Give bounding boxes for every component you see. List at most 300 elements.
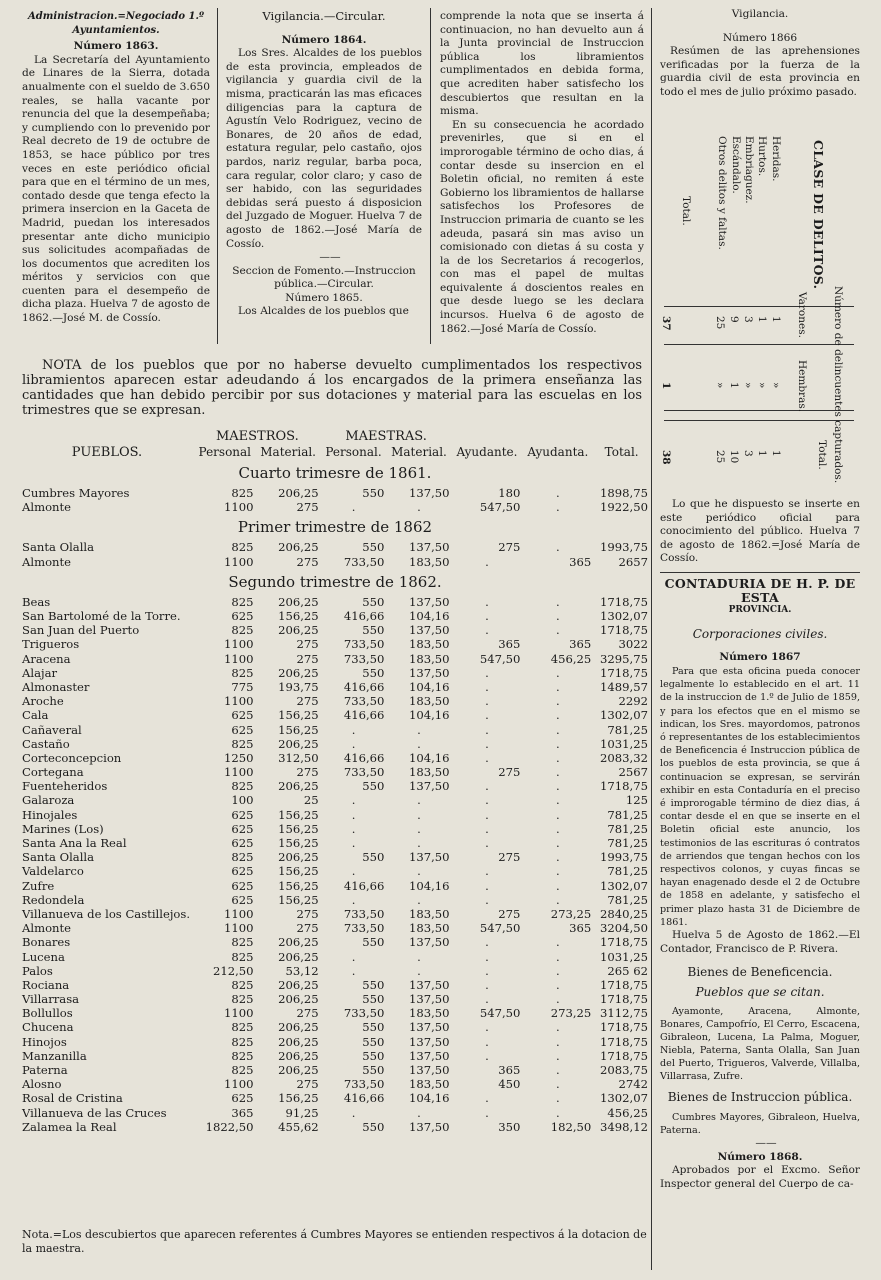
col-header: Ayudante. — [456, 445, 518, 459]
amount-cell: 416,66 — [343, 878, 385, 893]
amount-cell: 781,25 — [607, 821, 648, 836]
amount-cell: 206,25 — [278, 949, 319, 964]
amount-cell: 781,25 — [607, 722, 648, 737]
amount-cell: . — [485, 722, 489, 737]
pueblo-name: San Bartolomé de la Torre. — [22, 609, 181, 624]
section-title: Primer trimestre de 1862 — [237, 518, 433, 537]
amount-cell: 550 — [362, 935, 385, 950]
nota-heading — [22, 358, 642, 418]
table-row — [20, 879, 650, 893]
amount-cell: 1822,50 — [205, 1119, 254, 1134]
amount-cell: . — [556, 864, 560, 879]
article-number: Número 1863. — [73, 40, 159, 53]
amount-cell: 206,25 — [278, 1063, 319, 1078]
amount-cell: 137,50 — [408, 850, 450, 865]
amount-cell: 125 — [625, 793, 648, 808]
amount-cell: 275 — [296, 1077, 319, 1092]
amount-cell: 825 — [231, 1048, 254, 1063]
table-row — [20, 555, 650, 569]
amount-cell: 625 — [231, 609, 254, 624]
amount-cell: 1100 — [224, 1006, 254, 1021]
amount-cell: 625 — [231, 864, 254, 879]
table-row — [20, 722, 650, 736]
amount-cell: 450 — [498, 1077, 521, 1092]
amount-cell: . — [556, 1105, 560, 1120]
amount-cell: 625 — [231, 1091, 254, 1106]
amount-cell: . — [556, 736, 560, 751]
table-row — [20, 652, 650, 666]
amount-cell: . — [485, 821, 489, 836]
section-title: Segundo trimestre de 1862. — [228, 572, 442, 591]
amount-cell: 275 — [296, 1006, 319, 1021]
amount-cell: 825 — [231, 1020, 254, 1035]
amount-cell: 1100 — [224, 637, 254, 652]
amount-cell: . — [556, 500, 560, 515]
amount-cell: 100 — [231, 793, 254, 808]
amount-cell: 1100 — [224, 765, 254, 780]
amount-cell: 825 — [231, 992, 254, 1007]
amount-cell: 3498,12 — [600, 1119, 648, 1134]
pueblo-name: Beas — [22, 594, 51, 609]
amount-cell: . — [417, 892, 421, 907]
amount-cell: 1302,07 — [600, 878, 648, 893]
amount-cell: 275 — [296, 765, 319, 780]
amount-cell: 1250 — [224, 750, 254, 765]
amount-cell: 1718,75 — [600, 992, 648, 1007]
amount-cell: 1100 — [224, 554, 254, 569]
pueblo-name: Corteconcepcion — [22, 750, 122, 765]
amount-cell: 365 — [498, 637, 521, 652]
amount-cell: . — [485, 736, 489, 751]
section-header-2: Seccion de Fomento.—Instruccion pública.—Circular. — [232, 264, 416, 291]
amount-cell: 1302,07 — [600, 708, 648, 723]
amount-cell: 550 — [362, 594, 385, 609]
amount-cell: 1718,75 — [600, 623, 648, 638]
amount-cell: . — [351, 500, 356, 515]
amount-cell: . — [556, 878, 560, 893]
amount-cell: . — [485, 1048, 489, 1063]
group-maestros: MAESTROS. — [215, 428, 299, 444]
amount-cell: . — [556, 1077, 560, 1092]
amount-cell: 275 — [296, 637, 319, 652]
instruccion-list: Cumbres Mayores, Gibraleon, Huelva, Paterna. — [660, 1111, 860, 1136]
summary-value: 1 — [728, 382, 740, 389]
table-row — [20, 1035, 650, 1049]
amount-cell: 733,50 — [343, 651, 385, 666]
table-row — [20, 793, 650, 807]
pueblo-name: Hinojos — [22, 1034, 67, 1049]
amount-cell: 825 — [231, 949, 254, 964]
amount-cell: 183,50 — [408, 554, 450, 569]
amount-cell: 156,25 — [278, 878, 319, 893]
table-row — [20, 921, 650, 935]
table-row — [20, 1020, 650, 1034]
amount-cell: 275 — [296, 651, 319, 666]
amount-cell: 550 — [362, 665, 385, 680]
article-text-3: Aprobados por el Excmo. Señor Inspector general del Cuerpo de ca- — [660, 1164, 860, 1190]
summary-value: 10 — [728, 450, 740, 464]
amount-cell: 1718,75 — [600, 594, 648, 609]
amount-cell: 206,25 — [278, 540, 319, 555]
amount-cell: 825 — [231, 736, 254, 751]
summary-value: 1 — [660, 382, 672, 390]
amount-cell: 365 — [569, 921, 592, 936]
amount-cell: . — [556, 949, 560, 964]
amount-cell: 456,25 — [607, 1105, 648, 1120]
amount-cell: 156,25 — [278, 821, 319, 836]
amount-cell: 625 — [231, 836, 254, 851]
amount-cell: 825 — [231, 935, 254, 950]
summary-value: » — [714, 382, 726, 389]
article-text-2: Para que esta oficina pueda conocer legalmente lo establecido en el art. 11 de la instruccion de 1.º de Julio de 1859, y para los efectos que en el mismo se indican, los Sres. mayordomos, patronos ó representantes de los establecimientos de Beneficencia é Instruccion pública de los pueblos de esta provincia, se que á continuacion se expresan, se servirán exhibir en esta Contaduría en el preciso é improrogable término de diez dias, á contar desde el en que se inserte en el Boletin oficial este anuncio, los testimonios de las escrituras ó contratos de arriendos que tengan hechos con los respectivos colonos, y cuyas fincas se hayan enagenado desde el 2 de Octubre de 1858 en adelante, y satisfecho el primer plazo hasta 31 de Diciembre de 1861. — [660, 665, 860, 928]
pueblo-name: Aroche — [22, 694, 64, 709]
pueblo-name: Almonte — [22, 921, 72, 936]
amount-cell: 781,25 — [607, 864, 648, 879]
summary-value: 1 — [756, 450, 768, 457]
amount-cell: 183,50 — [408, 1077, 450, 1092]
contaduria-section — [660, 498, 860, 1191]
amount-cell: 193,75 — [278, 679, 319, 694]
amount-cell: 137,50 — [408, 1034, 450, 1049]
amount-cell: . — [417, 722, 421, 737]
amount-cell: 156,25 — [278, 1091, 319, 1106]
amount-cell: . — [485, 623, 489, 638]
amount-cell: 3112,75 — [600, 1006, 648, 1021]
amount-cell: 206,25 — [278, 1020, 319, 1035]
hembras-header: Hembras. — [796, 360, 808, 413]
pueblo-name: Castaño — [22, 736, 70, 751]
amount-cell: . — [485, 864, 489, 879]
amount-cell: 1718,75 — [600, 1020, 648, 1035]
amount-cell: 416,66 — [343, 708, 385, 723]
amount-cell: . — [556, 963, 560, 978]
amount-cell: 183,50 — [408, 906, 450, 921]
amount-cell: 416,66 — [343, 609, 385, 624]
article-number: Número 1866 — [722, 31, 798, 44]
summary-value: 3 — [742, 450, 754, 457]
amount-cell: . — [485, 949, 489, 964]
amount-cell: 156,25 — [278, 864, 319, 879]
pueblo-name: San Juan del Puerto — [22, 623, 140, 638]
amount-cell: . — [485, 708, 489, 723]
pueblos-list: Ayamonte, Aracena, Almonte, Bonares, Campofrío, El Cerro, Escacena, Gibraleon, Lucena, La Palma, Moguer, Niebla, Paterna, Santa Olalla, San Juan del Puerto, Trigueros, Valverde, Villalba, Villarrasa, Zufre. — [660, 1006, 860, 1083]
pueblo-name: Almonte — [22, 500, 72, 515]
separator: —— — [755, 1136, 777, 1149]
amount-cell: 206,25 — [278, 486, 319, 501]
table-row — [20, 964, 650, 978]
table-row — [20, 637, 650, 651]
summary-value: 1 — [770, 316, 782, 323]
amount-cell: 206,25 — [278, 1048, 319, 1063]
amount-cell: . — [351, 722, 356, 737]
amount-cell: 137,50 — [408, 1020, 450, 1035]
amount-cell: 91,25 — [285, 1105, 319, 1120]
amount-cell: 1898,75 — [600, 486, 648, 501]
amount-cell: 1718,75 — [600, 1034, 648, 1049]
table-row — [20, 1106, 650, 1120]
col-header: Material. — [391, 445, 447, 459]
table-row — [20, 1049, 650, 1063]
amount-cell: 206,25 — [278, 736, 319, 751]
amount-cell: 312,50 — [278, 750, 319, 765]
amount-cell: 206,25 — [278, 1034, 319, 1049]
amount-cell: . — [485, 992, 489, 1007]
pueblo-name: Almonte — [22, 554, 72, 569]
amount-cell: 183,50 — [408, 765, 450, 780]
amount-cell: 733,50 — [343, 694, 385, 709]
amount-cell: 733,50 — [343, 921, 385, 936]
amount-cell: . — [417, 1105, 421, 1120]
amount-cell: 104,16 — [408, 878, 450, 893]
instruccion-title: Bienes de Instruccion pública. — [667, 1090, 853, 1105]
amount-cell: 416,66 — [343, 679, 385, 694]
amount-cell: 3204,50 — [600, 921, 648, 936]
amount-cell: 550 — [362, 1034, 385, 1049]
amount-cell: . — [556, 722, 560, 737]
pueblo-name: Bollullos — [22, 1006, 73, 1021]
amount-cell: 781,25 — [607, 807, 648, 822]
amount-cell: . — [556, 540, 560, 555]
amount-cell: 275 — [498, 850, 521, 865]
amount-cell: 550 — [362, 992, 385, 1007]
amount-cell: 2083,75 — [600, 1063, 648, 1078]
amount-cell: 206,25 — [278, 935, 319, 950]
corporaciones-title: Corporaciones civiles. — [692, 626, 828, 641]
amount-cell: 625 — [231, 807, 254, 822]
pueblo-name: Paterna — [22, 1063, 68, 1078]
amount-cell: 1031,25 — [600, 736, 648, 751]
amount-cell: . — [556, 935, 560, 950]
amount-cell: 416,66 — [343, 1091, 385, 1106]
pueblo-name: Villarrasa — [22, 992, 80, 1007]
beneficencia-title: Bienes de Beneficencia. — [687, 965, 833, 980]
table-row — [20, 1091, 650, 1105]
table-row — [20, 779, 650, 793]
amount-cell: 456,25 — [550, 651, 592, 666]
article-number-2: Número 1865. — [285, 291, 363, 304]
amount-cell: 206,25 — [278, 665, 319, 680]
amount-cell: 1718,75 — [600, 779, 648, 794]
amount-cell: 547,50 — [479, 500, 521, 515]
nota-text: NOTA de los pueblos que por no haberse devuelto cumplimentados los respectivos libramientos aparecen estar adeudando á los encargados de la primera enseñanza las cantidades que han debido percibir por sus dotaciones y material para las escuelas en los trimestres que se expresan. — [22, 358, 642, 418]
pueblo-name: Zalamea la Real — [22, 1119, 117, 1134]
amount-cell: 104,16 — [408, 1091, 450, 1106]
section-header: Administracion.=Negociado 1.º Ayuntamientos. — [27, 11, 204, 36]
amount-cell: . — [417, 963, 421, 978]
table-row — [20, 486, 650, 500]
pueblo-name: Zufre — [22, 878, 55, 893]
pueblo-name: Lucena — [22, 949, 65, 964]
pueblos-title: Pueblos que se citan. — [695, 984, 825, 999]
contaduria-title: CONTADURIA DE H. P. DE ESTA — [664, 575, 856, 605]
amount-cell: 1031,25 — [600, 949, 648, 964]
amount-cell: 1100 — [224, 906, 254, 921]
col-header: Ayudanta. — [527, 445, 589, 459]
amount-cell: 2840,25 — [600, 906, 648, 921]
amount-cell: 1100 — [224, 651, 254, 666]
delito-hurtos: Hurtos. — [756, 136, 768, 177]
amount-cell: . — [485, 750, 489, 765]
amount-cell: . — [485, 665, 489, 680]
amount-cell: 1993,75 — [600, 540, 648, 555]
amount-cell: . — [485, 807, 489, 822]
amount-cell: 825 — [231, 665, 254, 680]
column-rule — [217, 8, 218, 344]
amount-cell: 275 — [498, 540, 521, 555]
table-row — [20, 1063, 650, 1077]
section-row — [20, 514, 650, 540]
amount-cell: 625 — [231, 892, 254, 907]
amount-cell: . — [351, 736, 356, 751]
amount-cell: 137,50 — [408, 1119, 450, 1134]
amount-cell: 1718,75 — [600, 1048, 648, 1063]
pueblo-name: Palos — [22, 963, 53, 978]
table-row — [20, 708, 650, 722]
table-row — [20, 680, 650, 694]
amount-cell: 25 — [303, 793, 319, 808]
amount-cell: . — [556, 708, 560, 723]
amount-cell: . — [351, 963, 356, 978]
table-row — [20, 864, 650, 878]
amount-cell: . — [417, 736, 421, 751]
amount-cell: . — [556, 594, 560, 609]
amount-cell: 365 — [569, 554, 592, 569]
amount-cell: 1922,50 — [600, 500, 648, 515]
amount-cell: 733,50 — [343, 1006, 385, 1021]
amount-cell: . — [417, 500, 421, 515]
delito-total: Total. — [680, 196, 692, 226]
amount-cell: 104,16 — [408, 609, 450, 624]
amount-cell: . — [485, 779, 489, 794]
amount-cell: . — [485, 878, 489, 893]
amount-cell: . — [556, 992, 560, 1007]
amount-cell: . — [485, 892, 489, 907]
amount-cell: . — [556, 609, 560, 624]
amount-cell: 733,50 — [343, 906, 385, 921]
amount-cell: . — [485, 694, 489, 709]
article-sign: Huelva 5 de Agosto de 1862.—El Contador, Francisco de P. Rivera. — [660, 929, 860, 955]
amount-cell: . — [485, 963, 489, 978]
article-text-2: En su consecuencia he acordado prevenirles, que si en el improrogable término de ocho dias, á contar desde su insercion en el Boletin oficial, no remiten á este Gobierno los libramientos de hallarse satisfechos los Profesores de Instruccion primaria de cuanto se les adeuda, pasará sin mas aviso un comisionado con dietas á su costa y la de los Secretarios á recogerlos, con mas el papel de multas equivalente á doscientos reales en que desde luego se les declara incursos. Huelva 6 de agosto de 1862.—José María de Cossío. — [440, 118, 644, 335]
amount-cell: 2567 — [618, 765, 648, 780]
table-row — [20, 666, 650, 680]
pueblo-name: Santa Olalla — [22, 850, 95, 865]
amount-cell: 365 — [231, 1105, 254, 1120]
amount-cell: 825 — [231, 594, 254, 609]
article-text-2: Los Alcaldes de los pueblos que — [238, 305, 409, 318]
table-row — [20, 935, 650, 949]
amount-cell: . — [556, 679, 560, 694]
amount-cell: 206,25 — [278, 992, 319, 1007]
amount-cell: 275 — [296, 906, 319, 921]
amount-cell: 273,25 — [550, 906, 592, 921]
amount-cell: . — [485, 594, 489, 609]
delito-embriaguez: Embriaguez. — [743, 136, 755, 204]
table-row — [20, 822, 650, 836]
amount-cell: 825 — [231, 540, 254, 555]
amount-cell: . — [485, 935, 489, 950]
pueblo-name: Rosal de Cristina — [22, 1091, 123, 1106]
amount-cell: 182,50 — [550, 1119, 592, 1134]
table-column-header — [20, 444, 650, 460]
amount-cell: 825 — [231, 850, 254, 865]
table-row — [20, 765, 650, 779]
amount-cell: 137,50 — [408, 935, 450, 950]
amount-cell: 2083,32 — [600, 750, 648, 765]
amount-cell: 350 — [498, 1119, 521, 1134]
column-rule — [430, 8, 431, 344]
amount-cell: 550 — [362, 540, 385, 555]
amount-cell: 104,16 — [408, 750, 450, 765]
amount-cell: 1100 — [224, 1077, 254, 1092]
table-row — [20, 540, 650, 554]
delito-otros: Otros delitos y faltas. — [716, 136, 728, 250]
amount-cell: 206,25 — [278, 594, 319, 609]
section-header: Vigilancia.—Circular. — [262, 9, 386, 23]
summary-value: » — [742, 382, 754, 389]
amount-cell: 825 — [231, 977, 254, 992]
amount-cell: 183,50 — [408, 651, 450, 666]
table-row — [20, 1077, 650, 1091]
amount-cell: 825 — [231, 1063, 254, 1078]
amount-cell: 775 — [231, 679, 254, 694]
amount-cell: 156,25 — [278, 708, 319, 723]
section-row — [20, 569, 650, 595]
pueblo-name: Santa Olalla — [22, 540, 95, 555]
varones-header: Varones. — [796, 292, 808, 338]
amount-cell: . — [485, 1091, 489, 1106]
table-row — [20, 850, 650, 864]
pueblo-name: Hinojales — [22, 807, 78, 822]
table-row — [20, 609, 650, 623]
separator: —— — [319, 251, 341, 264]
pueblo-name: Galaroza — [22, 793, 75, 808]
amount-cell: 183,50 — [408, 637, 450, 652]
pueblo-name: Chucena — [22, 1020, 74, 1035]
amount-cell: . — [485, 977, 489, 992]
summary-value: 9 — [728, 316, 740, 323]
pueblo-name: Villanueva de las Cruces — [22, 1105, 167, 1120]
amount-cell: 733,50 — [343, 765, 385, 780]
group-maestras: MAESTRAS. — [345, 428, 427, 444]
table-group-header — [20, 428, 650, 444]
article-1864 — [226, 10, 422, 319]
amount-cell: 265 62 — [607, 963, 648, 978]
table-row — [20, 1120, 650, 1134]
delito-escandalo: Escándalo. — [730, 136, 742, 194]
article-text: comprende la nota que se inserta á continuacion, no han devuelto aun á la Junta provincial de Instruccion pública los libramientos cumplimentados en debida forma, que acrediten haber satisfecho los descubiertos que resultan en la misma. — [440, 10, 644, 118]
amount-cell: . — [556, 779, 560, 794]
capturados-header: Número de delincuentes capturados. — [832, 286, 844, 484]
amount-cell: 137,50 — [408, 992, 450, 1007]
amount-cell: 137,50 — [408, 1048, 450, 1063]
amount-cell: . — [556, 1020, 560, 1035]
article-text: Los Sres. Alcaldes de los pueblos de esta provincia, empleados de vigilancia y guardia civil de la misma, practicarán las mas eficaces diligencias para la captura de Agustín Velo Rodriguez, vecino de Bonares, de 20 años de edad, estatura regular, pelo castaño, ojos pardos, nariz regular, barba poca, cara regular, color claro; y caso de ser habido, con las seguridades debidas será puesto á disposicion del Juzgado de Moguer. Huelva 7 de agosto de 1862.—José María de Cossío. — [226, 47, 422, 250]
amount-cell: . — [485, 1020, 489, 1035]
amount-cell: 156,25 — [278, 609, 319, 624]
summary-value: » — [756, 382, 768, 389]
table-row — [20, 595, 650, 609]
amount-cell: 183,50 — [408, 694, 450, 709]
article-number-2: Número 1867 — [719, 651, 801, 664]
summary-value: 3 — [742, 316, 754, 323]
amount-cell: 180 — [498, 486, 521, 501]
table-row — [20, 694, 650, 708]
amount-cell: 275 — [296, 921, 319, 936]
amount-cell: 733,50 — [343, 554, 385, 569]
pueblo-name: Almonaster — [22, 679, 90, 694]
amount-cell: 206,25 — [278, 977, 319, 992]
